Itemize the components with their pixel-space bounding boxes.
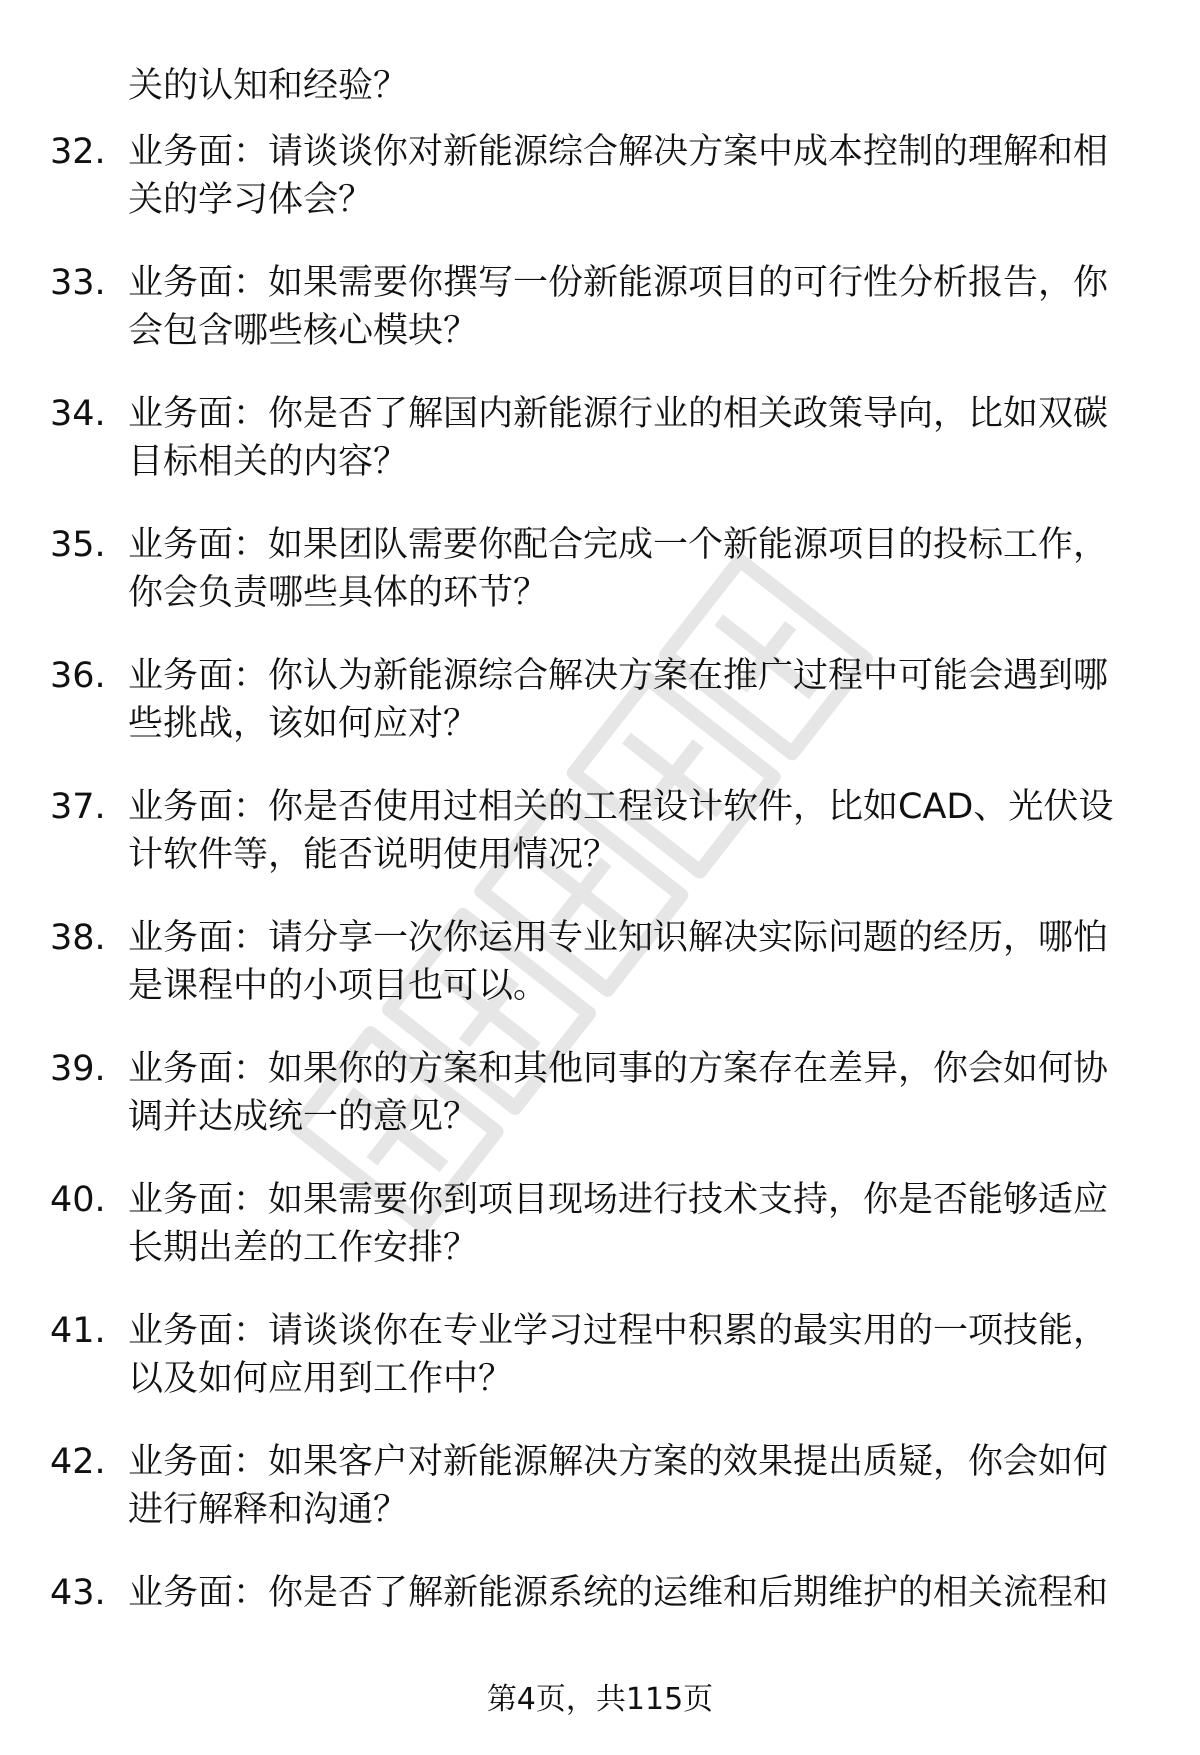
question-line: 长期出差的工作安排？ <box>128 1228 479 1268</box>
question-number: 41. <box>50 1311 106 1351</box>
question-text <box>128 1569 1148 1617</box>
question-line: 目标相关的内容？ <box>128 442 409 482</box>
question-text <box>128 783 1148 879</box>
question-line: 调并达成统一的意见？ <box>128 1097 479 1137</box>
question-number: 36. <box>50 656 106 696</box>
question-item <box>0 1307 1200 1438</box>
continuation-text: 关的认知和经验？ <box>128 66 409 106</box>
page-footer: 第4页，共115页 <box>486 1682 714 1717</box>
question-line: 业务面：你是否使用过相关的工程设计软件，比如CAD、光伏设 <box>128 787 1114 827</box>
question-number: 42. <box>50 1442 106 1482</box>
question-text <box>128 390 1148 486</box>
question-line: 业务面：如果需要你到项目现场进行技术支持，你是否能够适应 <box>128 1180 1109 1220</box>
question-number: 35. <box>50 525 106 565</box>
question-item <box>0 1045 1200 1176</box>
question-line: 你会负责哪些具体的环节？ <box>128 573 549 613</box>
question-number: 43. <box>50 1573 106 1613</box>
question-item <box>0 521 1200 652</box>
question-item <box>0 652 1200 783</box>
question-text <box>128 1045 1148 1141</box>
question-number: 32. <box>50 132 106 172</box>
question-line: 些挑战，该如何应对？ <box>128 704 479 744</box>
question-number: 37. <box>50 787 106 827</box>
question-line: 进行解释和沟通？ <box>128 1490 409 1530</box>
question-line: 会包含哪些核心模块？ <box>128 311 479 351</box>
question-line: 业务面：如果需要你撰写一份新能源项目的可行性分析报告，你 <box>128 263 1109 303</box>
question-line: 以及如何应用到工作中？ <box>128 1359 514 1399</box>
question-item <box>0 1438 1200 1569</box>
question-text <box>128 1307 1148 1403</box>
question-list <box>0 128 1200 1700</box>
question-text <box>128 1176 1148 1272</box>
question-line: 业务面：请分享一次你运用专业知识解决实际问题的经历，哪怕 <box>128 918 1109 958</box>
question-number: 40. <box>50 1180 106 1220</box>
question-number: 33. <box>50 263 106 303</box>
question-line: 业务面：你是否了解国内新能源行业的相关政策导向，比如双碳 <box>128 394 1109 434</box>
question-text <box>128 652 1148 748</box>
question-text <box>128 1438 1148 1534</box>
question-item <box>0 783 1200 914</box>
question-line: 关的学习体会？ <box>128 180 374 220</box>
question-number: 39. <box>50 1049 106 1089</box>
question-item <box>0 1176 1200 1307</box>
question-line: 业务面：请谈谈你在专业学习过程中积累的最实用的一项技能， <box>128 1311 1109 1351</box>
question-text <box>128 914 1148 1010</box>
question-item <box>0 390 1200 521</box>
question-text <box>128 128 1148 224</box>
question-item <box>0 259 1200 390</box>
question-item <box>0 128 1200 259</box>
question-line: 业务面：如果你的方案和其他同事的方案存在差异，你会如何协 <box>128 1049 1109 1089</box>
question-line: 业务面：请谈谈你对新能源综合解决方案中成本控制的理解和相 <box>128 132 1109 172</box>
question-line: 业务面：如果客户对新能源解决方案的效果提出质疑，你会如何 <box>128 1442 1109 1482</box>
question-line: 业务面：如果团队需要你配合完成一个新能源项目的投标工作， <box>128 525 1109 565</box>
question-line: 计软件等，能否说明使用情况？ <box>128 835 619 875</box>
question-line: 业务面：你是否了解新能源系统的运维和后期维护的相关流程和 <box>128 1573 1109 1613</box>
question-item <box>0 914 1200 1045</box>
question-number: 38. <box>50 918 106 958</box>
question-text <box>128 259 1148 355</box>
question-number: 34. <box>50 394 106 434</box>
question-line: 业务面：你认为新能源综合解决方案在推广过程中可能会遇到哪 <box>128 656 1109 696</box>
question-line: 是课程中的小项目也可以。 <box>128 966 549 1006</box>
question-text <box>128 521 1148 617</box>
